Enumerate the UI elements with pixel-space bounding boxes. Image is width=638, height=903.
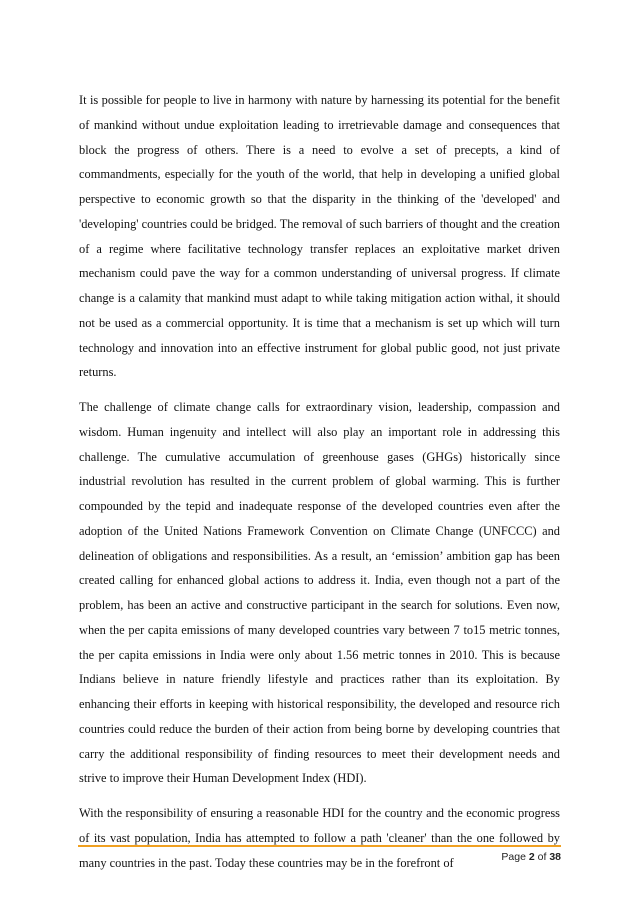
document-body bbox=[79, 88, 560, 885]
page-of-label: of bbox=[537, 851, 547, 863]
paragraph: The challenge of climate change calls for extraordinary vision, leadership, compassion and wisdom. Human ingenuity and intellect will also play an important role in addressing this challenge. The cumulative accumulation of greenhouse gases (GHGs) historically since industrial revolution has resulted in the current problem of global warming. This is further compounded by the tepid and inadequate response of the developed countries even after the adoption of the United Nations Framework Convention on Climate Change (UNFCCC) and delineation of obligations and responsibilities. As a result, an ‘emission’ ambition gap has been created calling for enhanced global actions to address it. India, even though not a part of the problem, has been an active and constructive participant in the search for solutions. Even now, when the per capita emissions of many developed countries vary between 7 to15 metric tonnes, the per capita emissions in India were only about 1.56 metric tonnes in 2010. This is because Indians believe in nature friendly lifestyle and practices rather than its exploitation. By enhancing their efforts in keeping with historical responsibility, the developed and resource rich countries could reduce the burden of their action from being borne by developing countries that carry the additional responsibility of finding resources to meet their development needs and strive to improve their Human Development Index (HDI). bbox=[79, 400, 560, 786]
paragraph: With the responsibility of ensuring a reasonable HDI for the country and the economic progress of its vast population, India has attempted to follow a path 'cleaner' than the one followed by many countries in the past. Today these countries may be in the forefront of bbox=[79, 806, 560, 870]
page-total: 38 bbox=[549, 851, 561, 863]
page-footer bbox=[501, 851, 561, 863]
page-number: 2 bbox=[528, 851, 535, 863]
page-label: Page bbox=[501, 851, 526, 863]
paragraph: It is possible for people to live in harmony with nature by harnessing its potential for the benefit of mankind without undue exploitation leading to irretrievable damage and consequences that block the progress of others. There is a need to evolve a set of precepts, a kind of commandments, especially for the youth of the world, that help in developing a unified global perspective to economic growth so that the disparity in the thinking of the 'developed' and 'developing' countries could be bridged. The removal of such barriers of thought and the creation of a regime where facilitative technology transfer replaces an exploitative market driven mechanism could pave the way for a common understanding of universal progress. If climate change is a calamity that mankind must adapt to while taking mitigation action withal, it should not be used as a commercial opportunity. It is time that a mechanism is set up which will turn technology and innovation into an effective instrument for global public good, not just private returns. bbox=[79, 93, 560, 380]
footer-divider bbox=[78, 845, 561, 847]
